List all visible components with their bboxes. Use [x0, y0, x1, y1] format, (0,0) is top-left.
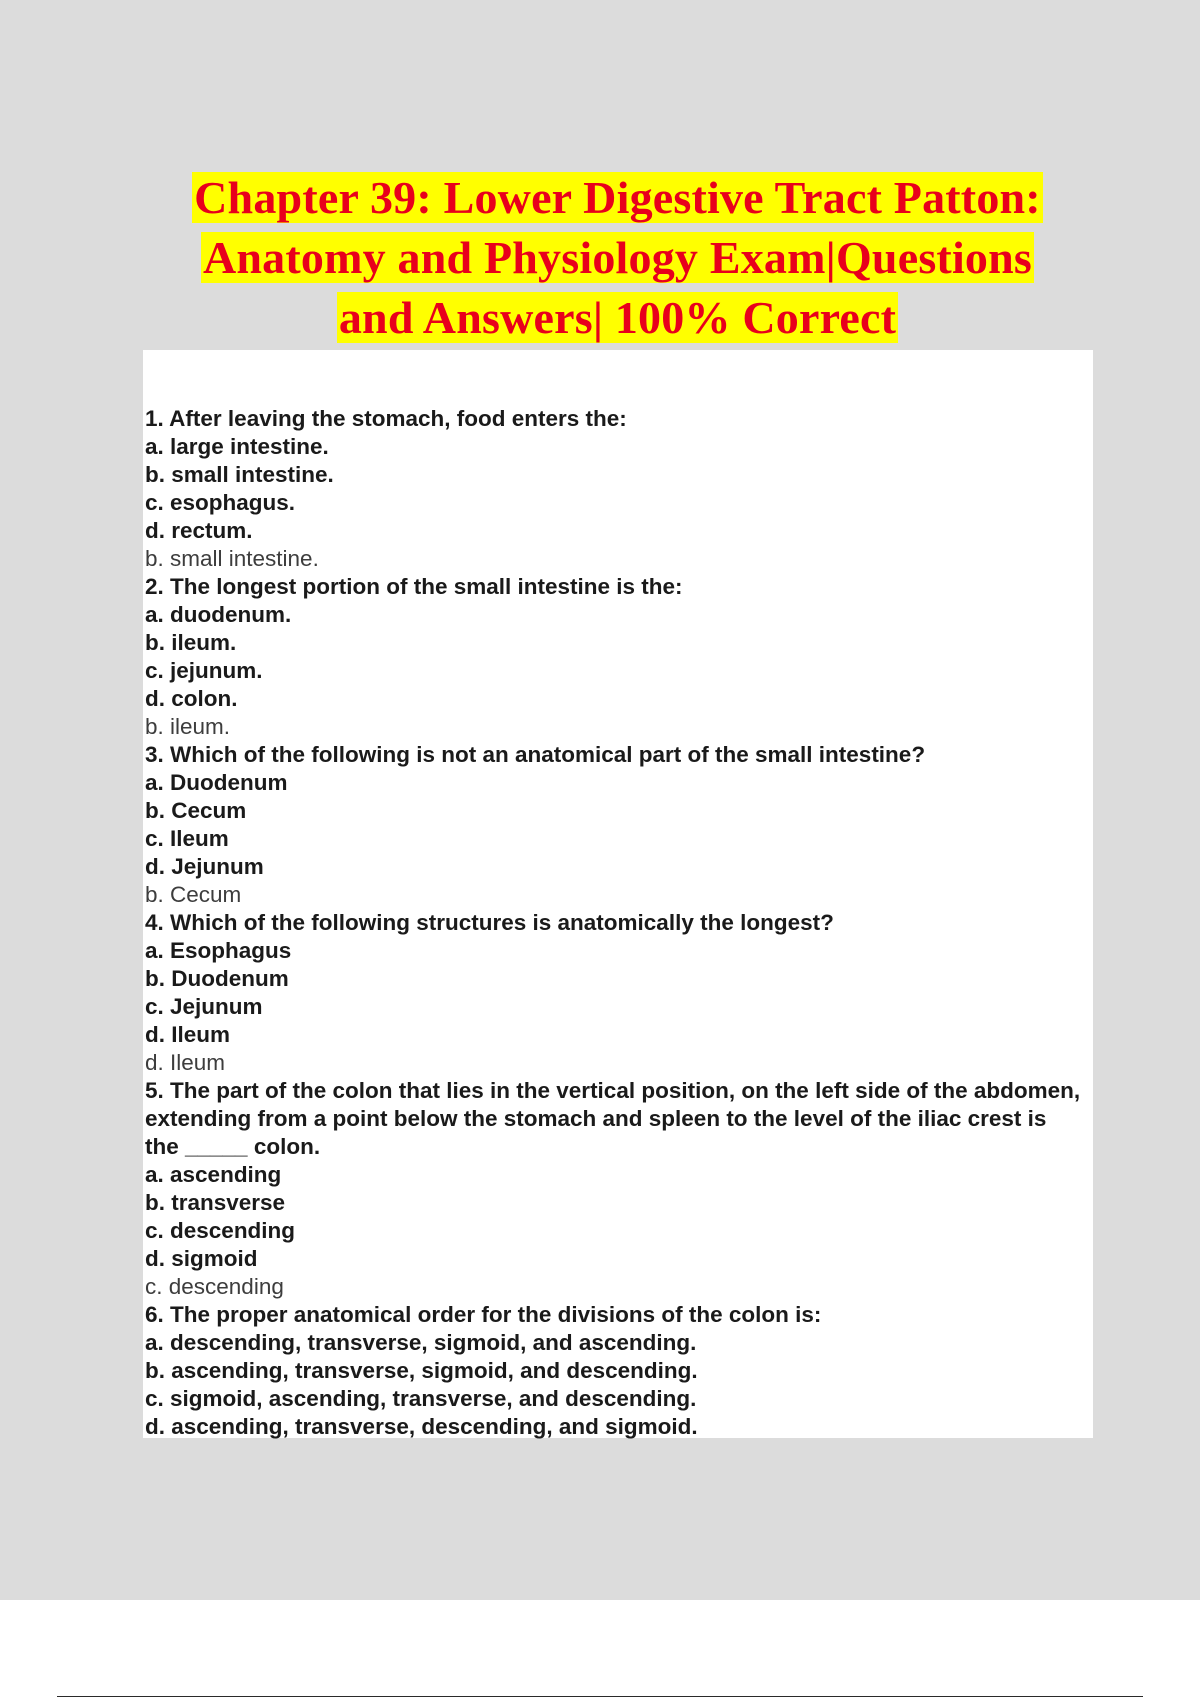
- title-line-1: Chapter 39: Lower Digestive Tract Patton:: [194, 172, 1041, 223]
- title-line-3: and Answers| 100% Correct: [338, 292, 897, 343]
- question-4-option-c: c. Jejunum: [145, 994, 263, 1019]
- page-bottom-divider: [57, 1696, 1143, 1697]
- question-3-option-d: d. Jejunum: [145, 854, 264, 879]
- question-3-text: 3. Which of the following is not an anatomical part of the small intestine?: [145, 742, 926, 767]
- question-6-option-a: a. descending, transverse, sigmoid, and ascending.: [145, 1330, 697, 1355]
- question-2-option-d: d. colon.: [145, 686, 238, 711]
- question-5-option-b: b. transverse: [145, 1190, 286, 1215]
- question-3-option-a: a. Duodenum: [145, 770, 288, 795]
- question-1-option-c: c. esophagus.: [145, 490, 296, 515]
- question-4-text: 4. Which of the following structures is anatomically the longest?: [145, 910, 834, 935]
- question-5-answer: c. descending: [145, 1274, 284, 1299]
- question-2-option-b: b. ileum.: [145, 630, 237, 655]
- question-4-answer: d. Ileum: [145, 1050, 226, 1075]
- question-1-option-a: a. large intestine.: [145, 434, 329, 459]
- question-6-text: 6. The proper anatomical order for the divisions of the colon is:: [145, 1302, 822, 1327]
- question-6-option-d: d. ascending, transverse, descending, and sigmoid.: [145, 1414, 698, 1439]
- question-3-answer: b. Cecum: [145, 882, 242, 907]
- question-4-option-d: d. Ileum: [145, 1022, 231, 1047]
- question-3-option-b: b. Cecum: [145, 798, 247, 823]
- question-5-option-d: d. sigmoid: [145, 1246, 258, 1271]
- question-2-text: 2. The longest portion of the small intestine is the:: [145, 574, 683, 599]
- question-6-option-c: c. sigmoid, ascending, transverse, and descending.: [145, 1386, 697, 1411]
- question-1-text: 1. After leaving the stomach, food enters the:: [145, 406, 627, 431]
- question-4-option-b: b. Duodenum: [145, 966, 289, 991]
- questions-panel: [143, 350, 1093, 1438]
- title-line-2: Anatomy and Physiology Exam|Questions: [202, 232, 1033, 283]
- question-2-option-a: a. duodenum.: [145, 602, 292, 627]
- question-1-option-d: d. rectum.: [145, 518, 253, 543]
- question-list: [145, 405, 1085, 1441]
- question-4-option-a: a. Esophagus: [145, 938, 292, 963]
- question-1-answer: b. small intestine.: [145, 546, 319, 571]
- question-2-option-c: c. jejunum.: [145, 658, 263, 683]
- question-1-option-b: b. small intestine.: [145, 462, 334, 487]
- question-6-option-b: b. ascending, transverse, sigmoid, and descending.: [145, 1358, 698, 1383]
- question-5-option-a: a. ascending: [145, 1162, 282, 1187]
- question-5-text: 5. The part of the colon that lies in the vertical position, on the left side of the abdomen, extending from a point below the stomach and spleen to the level of the iliac crest is the _____ colon.: [145, 1078, 1081, 1159]
- document-title: [0, 168, 1200, 348]
- question-2-answer: b. ileum.: [145, 714, 231, 739]
- question-3-option-c: c. Ileum: [145, 826, 229, 851]
- question-5-option-c: c. descending: [145, 1218, 296, 1243]
